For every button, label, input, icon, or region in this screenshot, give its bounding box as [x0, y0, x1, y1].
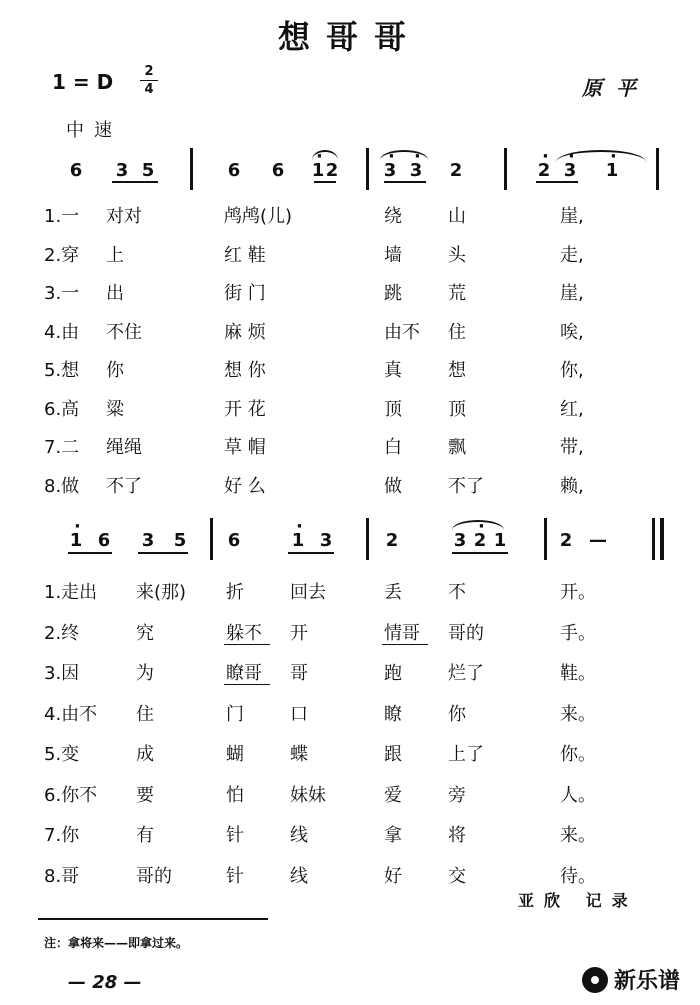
lyric-word: 7.二	[44, 437, 80, 458]
slur	[452, 520, 504, 530]
jianpu-note: 6	[97, 530, 111, 551]
lyric-word: 顶	[384, 398, 402, 420]
lyric-word: 将	[448, 825, 466, 846]
jianpu-note: 6	[69, 160, 83, 181]
lyric-word: 情哥	[384, 622, 420, 644]
lyric-word: 手。	[560, 622, 596, 644]
final-barline	[660, 518, 664, 560]
lyric-word: 走,	[560, 244, 584, 266]
barline	[656, 148, 659, 190]
time-sig-top: 2	[144, 64, 154, 79]
barline	[210, 518, 213, 560]
lyric-word: 妹妹	[290, 784, 326, 806]
footnote: 注：拿将来——即拿过来。	[44, 936, 189, 950]
lyric-word: 开。	[560, 582, 596, 603]
lyric-word: 线	[290, 825, 308, 846]
beam-underline	[314, 181, 336, 183]
lyric-word: 跟	[384, 744, 402, 765]
lyric-word: 不住	[106, 321, 142, 343]
lyric-word: 你。	[560, 744, 596, 765]
lyric-word: 折	[226, 582, 244, 603]
time-sig-bottom: 4	[144, 82, 154, 97]
lyric-word: 山	[448, 206, 466, 227]
lyric-word: 待。	[560, 865, 596, 887]
lyric-word: 做	[384, 475, 402, 497]
lyric-word: 蝶	[290, 744, 308, 765]
lyric-word: 回去	[290, 582, 326, 603]
lyric-word: 好	[384, 865, 402, 887]
lyric-word: 上	[106, 244, 124, 266]
barline	[366, 518, 369, 560]
lyric-word: 不了	[106, 475, 142, 497]
lyric-word: 跑	[384, 663, 402, 684]
lyric-word: 3.因	[44, 663, 80, 684]
lyric-word: 2.穿	[44, 244, 80, 266]
lyric-word: 顶	[448, 398, 466, 420]
jianpu-note: · 1	[67, 530, 85, 551]
lyric-word: 鞋。	[560, 663, 596, 684]
jianpu-note: · 1	[289, 530, 307, 551]
lyric-word: 住	[136, 703, 154, 725]
lyric-word: 8.哥	[44, 865, 80, 887]
lyric-word: 爱	[384, 784, 402, 806]
lyric-word: 不了	[448, 475, 484, 497]
lyric-word: 想	[448, 360, 466, 381]
composer: 原平	[582, 76, 650, 100]
lyric-word: 赖,	[560, 475, 584, 497]
beam-underline	[452, 552, 508, 554]
lyric-word: 6.高	[44, 398, 80, 420]
slur	[312, 150, 338, 160]
lyric-word: 7.你	[44, 825, 80, 846]
lyric-word: 针	[226, 865, 244, 887]
lyric-word: 由不	[384, 321, 420, 343]
lyric-word: 1.一	[44, 206, 80, 227]
jianpu-note: · 3	[381, 160, 399, 181]
lyric-word: 墙	[384, 244, 402, 266]
jianpu-note: 5	[141, 160, 155, 181]
lyric-word: 口	[290, 703, 308, 725]
lyric-word: 瞭哥	[226, 663, 262, 684]
lyric-word: 你	[448, 703, 466, 725]
lyric-word: 白	[384, 437, 402, 458]
lyric-word: 飘	[448, 437, 466, 458]
lyric-word: 4.由不	[44, 703, 98, 725]
lyric-word: 为	[136, 663, 154, 684]
lyric-word: 街 门	[224, 283, 266, 304]
lyric-underline	[224, 684, 270, 685]
lyric-word: 哥	[290, 663, 308, 684]
jianpu-note: 2	[449, 160, 463, 181]
lyric-word: 成	[136, 744, 154, 765]
jianpu-note: 1	[493, 530, 507, 551]
lyric-word: 好 么	[224, 475, 266, 497]
jianpu-note: 6	[227, 160, 241, 181]
jianpu-note: 5	[173, 530, 187, 551]
barline	[544, 518, 547, 560]
lyric-word: 4.由	[44, 321, 80, 343]
lyric-word: 线	[290, 865, 308, 887]
barline	[652, 518, 655, 560]
logo-text: 新乐谱	[614, 969, 681, 994]
lyric-word: 8.做	[44, 475, 80, 497]
lyric-word: 旁	[448, 784, 466, 806]
lyric-word: 开 花	[224, 398, 266, 420]
beam-underline	[288, 552, 334, 554]
lyric-word: 拿	[384, 825, 402, 846]
lyric-word: 你,	[560, 360, 584, 381]
lyric-word: 你	[106, 360, 124, 381]
lyric-word: 5.想	[44, 360, 80, 381]
beam-underline	[138, 552, 188, 554]
lyric-word: 门	[226, 703, 244, 725]
lyric-word: 绳绳	[106, 437, 142, 458]
lyric-word: 3.一	[44, 283, 80, 304]
lyric-word: 蝴	[226, 744, 244, 765]
time-signature	[140, 64, 158, 97]
lyric-word: 来。	[560, 703, 596, 725]
lyric-word: 想 你	[224, 360, 266, 381]
jianpu-note: · 3	[561, 160, 579, 181]
lyric-word: 头	[448, 244, 466, 266]
jianpu-note: 6	[227, 530, 241, 551]
lyric-word: 哥的	[448, 622, 484, 644]
lyric-word: 瞭	[384, 703, 402, 725]
lyric-word: 荒	[448, 283, 466, 304]
jianpu-note: 3	[453, 530, 467, 551]
jianpu-note: 3	[115, 160, 129, 181]
jianpu-note: 2	[385, 530, 399, 551]
lyric-word: 带,	[560, 437, 584, 458]
lyric-word: 真	[384, 360, 402, 381]
lyric-word: 来(那)	[136, 582, 187, 603]
lyric-word: 要	[136, 784, 154, 806]
lyric-word: 红,	[560, 398, 584, 420]
lyric-word: 出	[106, 283, 124, 304]
record-disc-icon	[582, 967, 608, 993]
lyric-word: 躲不	[226, 622, 262, 644]
lyric-word: 怕	[226, 784, 244, 806]
jianpu-note: 3	[141, 530, 155, 551]
key-signature: 1 = D	[52, 70, 114, 94]
lyric-word: 草 帽	[224, 437, 266, 458]
site-logo	[582, 964, 680, 995]
lyric-word: 崖,	[560, 206, 584, 227]
song-title: 想哥哥	[277, 18, 422, 56]
lyric-word: 跳	[384, 283, 402, 304]
jianpu-note: —	[589, 530, 607, 551]
lyric-word: 崖,	[560, 283, 584, 304]
jianpu-note: 3	[319, 530, 333, 551]
jianpu-note: · 3	[407, 160, 425, 181]
lyric-word: 有	[136, 825, 154, 846]
barline	[366, 148, 369, 190]
footnote-rule	[38, 918, 268, 920]
lyric-word: 住	[448, 321, 466, 343]
lyric-word: 烂了	[448, 663, 484, 684]
lyric-word: 唉,	[560, 321, 584, 343]
barline	[504, 148, 507, 190]
lyric-word: 2.终	[44, 622, 80, 644]
barline	[190, 148, 193, 190]
tempo-marking: 中速	[66, 120, 122, 141]
lyric-underline	[224, 644, 270, 645]
beam-underline	[68, 552, 112, 554]
lyric-word: 针	[226, 825, 244, 846]
page-number: — 28 —	[68, 972, 142, 993]
lyric-underline	[382, 644, 428, 645]
recorder-credit: 亚欣 记录	[518, 891, 638, 910]
lyric-word: 鸬鸬(儿)	[224, 206, 293, 227]
jianpu-note: · 1	[603, 160, 621, 181]
lyric-word: 来。	[560, 825, 596, 846]
jianpu-note: · 2	[471, 530, 489, 551]
lyric-word: 红 鞋	[224, 244, 266, 266]
jianpu-note: 2	[559, 530, 573, 551]
beam-underline	[384, 181, 426, 183]
jianpu-note: · 1	[309, 160, 327, 181]
lyric-word: 5.变	[44, 744, 80, 765]
lyric-word: 开	[290, 622, 308, 644]
lyric-word: 丢	[384, 582, 402, 603]
lyric-word: 交	[448, 865, 466, 887]
lyric-word: 究	[136, 622, 154, 644]
lyric-word: 麻 烦	[224, 321, 266, 343]
lyric-word: 粱	[106, 398, 124, 420]
lyric-word: 对对	[106, 206, 142, 227]
lyric-word: 6.你不	[44, 784, 98, 806]
lyric-word: 上了	[448, 744, 484, 765]
lyric-word: 人。	[560, 784, 596, 806]
beam-underline	[112, 181, 158, 183]
beam-underline	[536, 181, 578, 183]
jianpu-note: 6	[271, 160, 285, 181]
lyric-word: 不	[448, 582, 466, 603]
lyric-word: 1.走出	[44, 582, 98, 603]
lyric-word: 绕	[384, 206, 402, 227]
lyric-word: 哥的	[136, 865, 172, 887]
jianpu-note: · 2	[535, 160, 553, 181]
jianpu-note: 2	[325, 160, 339, 181]
